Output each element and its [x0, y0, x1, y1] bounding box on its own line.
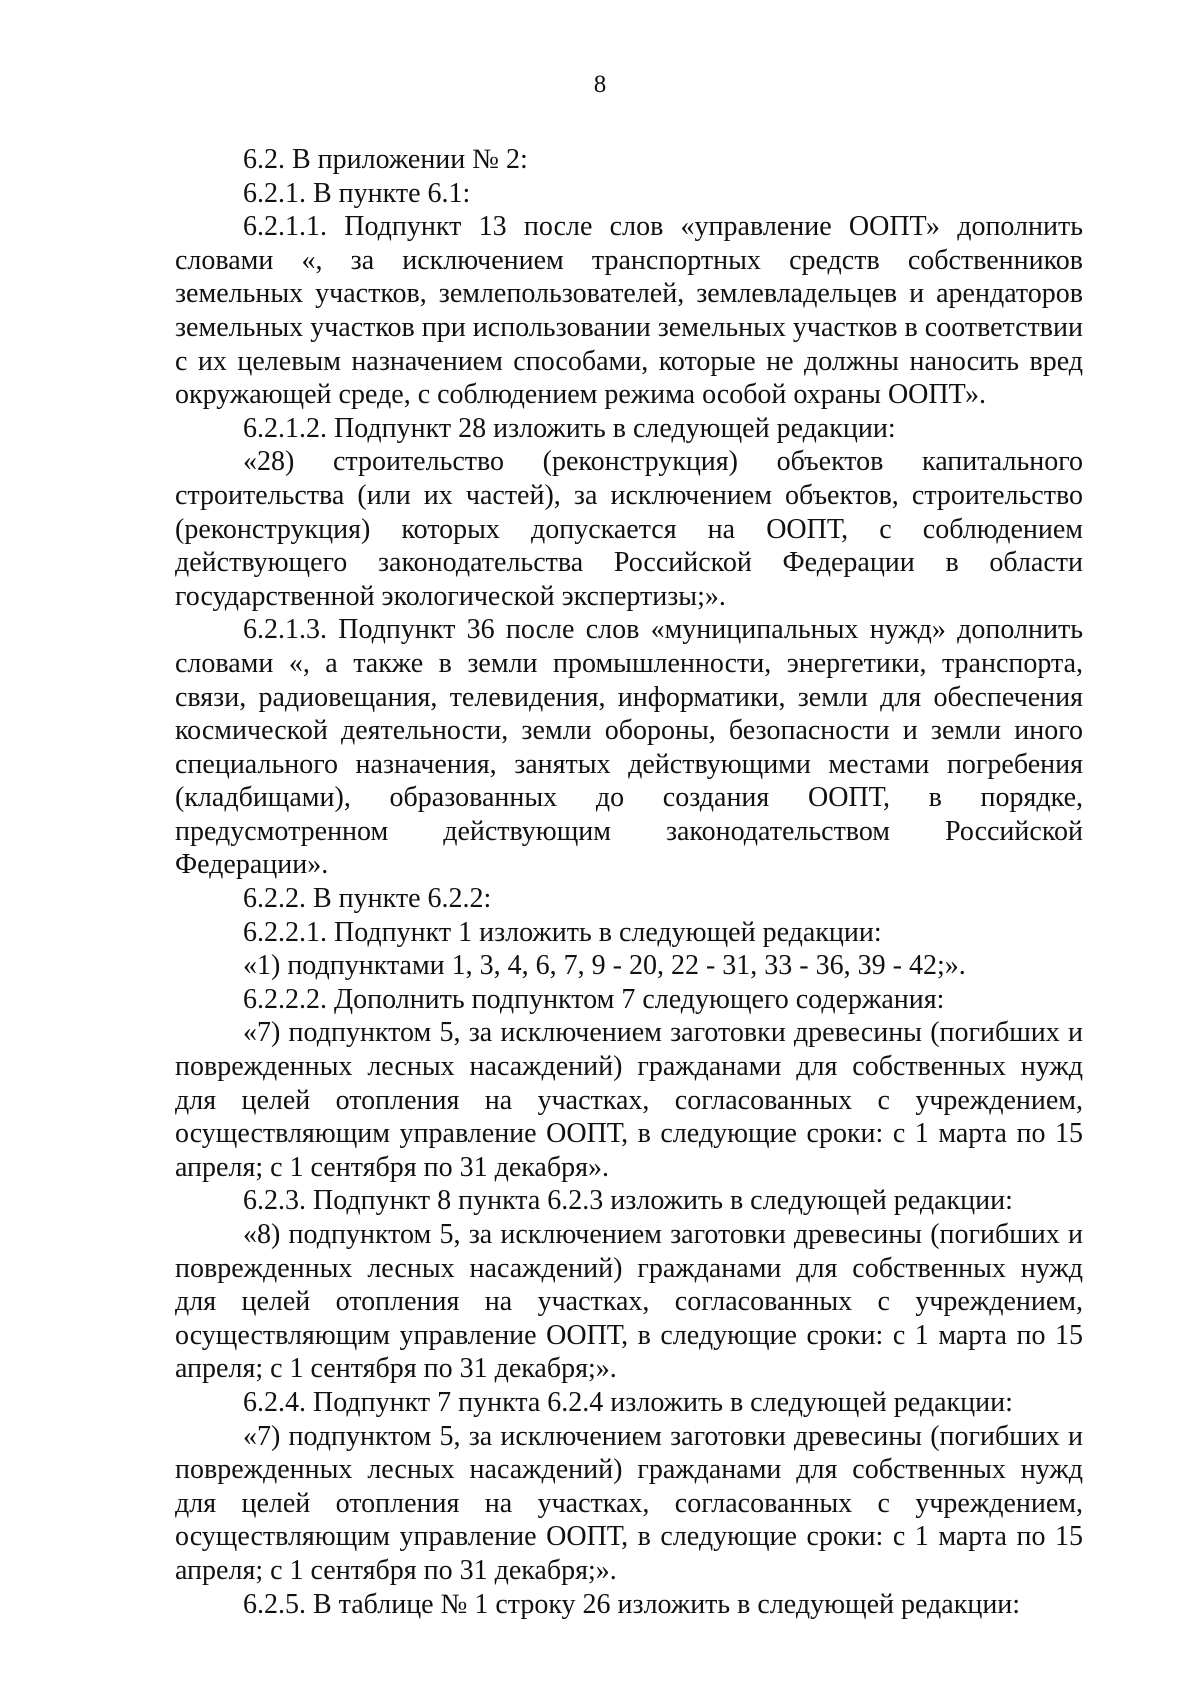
paragraph-quote-7-b: «7) подпунктом 5, за исключением заготовки древесины (погибших и поврежденных лесных насаждений) гражданами для собственных нужд для целей отопления на участках, согласованных с учреждением, осуществляющим управление ООПТ, в следующие сроки: с 1 марта по 15 апреля; с 1 сентября по 31 декабря;».	[175, 1420, 1083, 1586]
document-body	[175, 143, 1083, 1621]
paragraph-6-2-1-2: 6.2.1.2. Подпункт 28 изложить в следующей редакции:	[243, 412, 896, 444]
paragraph-6-2-1: 6.2.1. В пункте 6.1:	[243, 177, 471, 209]
paragraph-6-2-4: 6.2.4. Подпункт 7 пункта 6.2.4 изложить в следующей редакции:	[243, 1386, 1013, 1418]
paragraph-6-2-1-3: 6.2.1.3. Подпункт 36 после слов «муниципальных нужд» дополнить словами «, а также в земли промышленности, энергетики, транспорта, связи, радиовещания, телевидения, информатики, земли для обеспечения космической деятельности, земли обороны, безопасности и земли иного специального назначения, занятых действующими местами погребения (кладбищами), образованных до создания ООПТ, в порядке, предусмотренном действующим законодательством Российской Федерации».	[175, 614, 1083, 881]
paragraph-6-2-1-1: 6.2.1.1. Подпункт 13 после слов «управление ООПТ» дополнить словами «, за исключением транспортных средств собственников земельных участков, землепользователей, землевладельцев и арендаторов земельных участков при использовании земельных участков в соответствии с их целевым назначением способами, которые не должны наносить вред окружающей среде, с соблюдением режима особой охраны ООПТ».	[175, 211, 1083, 411]
page-number: 8	[593, 71, 607, 98]
paragraph-6-2-5: 6.2.5. В таблице № 1 строку 26 изложить в следующей редакции:	[243, 1588, 1021, 1620]
paragraph-quote-7-a: «7) подпунктом 5, за исключением заготовки древесины (погибших и поврежденных лесных насаждений) гражданами для собственных нужд для целей отопления на участках, согласованных с учреждением, осуществляющим управление ООПТ, в следующие сроки: с 1 марта по 15 апреля; с 1 сентября по 31 декабря».	[175, 1017, 1083, 1183]
paragraph-quote-8: «8) подпунктом 5, за исключением заготовки древесины (погибших и поврежденных лесных насаждений) гражданами для собственных нужд для целей отопления на участках, согласованных с учреждением, осуществляющим управление ООПТ, в следующие сроки: с 1 марта по 15 апреля; с 1 сентября по 31 декабря;».	[175, 1219, 1083, 1385]
paragraph-6-2: 6.2. В приложении № 2:	[243, 144, 528, 175]
paragraph-quote-28: «28) строительство (реконструкция) объектов капитального строительства (или их частей), за исключением объектов, строительство (реконструкция) которых допускается на ООПТ, с соблюдением действующего законодательства Российской Федерации в области государственной экологической экспертизы;».	[175, 446, 1083, 612]
paragraph-6-2-3: 6.2.3. Подпункт 8 пункта 6.2.3 изложить в следующей редакции:	[243, 1185, 1013, 1217]
paragraph-quote-1: «1) подпунктами 1, 3, 4, 6, 7, 9 - 20, 22 - 31, 33 - 36, 39 - 42;».	[243, 950, 966, 982]
paragraph-6-2-2: 6.2.2. В пункте 6.2.2:	[243, 883, 492, 915]
paragraph-6-2-2-2: 6.2.2.2. Дополнить подпунктом 7 следующего содержания:	[243, 983, 945, 1015]
paragraph-6-2-2-1: 6.2.2.1. Подпункт 1 изложить в следующей редакции:	[243, 916, 882, 948]
